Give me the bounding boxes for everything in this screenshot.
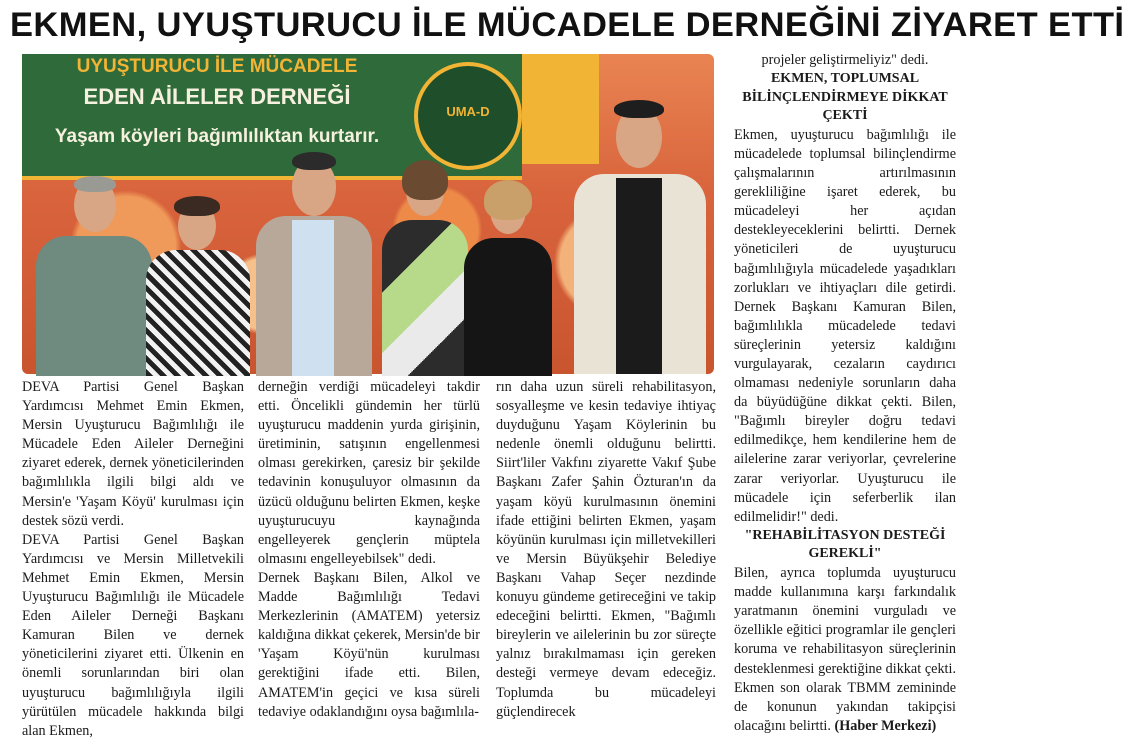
- logo-text: UMA-D: [446, 104, 490, 119]
- subheading: "REHABİLİTASYON DESTEĞİ GEREKLİ": [744, 527, 946, 562]
- paragraph: DEVA Partisi Genel Başkan Yardımcısı ve Mersin Milletvekili Mehmet Emin Ekmen, Mersin Uyuşturucu Bağımlılığı ile Mücadele Eden Aileler Derneği Başkanı Kamuran Bilen ve dernek yöneticilerini ziyaret etti. Ülkenin en önemli sorunlarından biri olan uyuşturucu bağımlılığıyla ilgili yürütülen mücadele hakkında bilgi alan Ekmen,: [22, 531, 244, 739]
- paragraph: projeler geliştirmeliyiz" dedi.: [761, 52, 929, 68]
- article-column-2: [258, 378, 480, 722]
- person-6: [570, 98, 710, 374]
- article-column-1: [22, 378, 244, 741]
- person-2: [142, 196, 252, 374]
- paragraph-text: Bilen, ayrıca toplumda uyuşturucu madde kullanımına karşı farkındalık yaratmanın önemini vurguladı ve özellikle eğitici programlar ile gençleri koruma ve rehabilitasyon süreçlerinin desteklenmesi gerektiğine dikkat çekti. Ekmen son olarak TBMM zemininde de konunun yakından takipçisi olacağını belirtti.: [734, 565, 956, 734]
- subheading: EKMEN, TOPLUMSAL BİLİNÇLENDİRMEYE DİKKAT ÇEKTİ: [742, 71, 948, 124]
- banner-line-2: EDEN AİLELER DERNEĞİ: [83, 84, 351, 109]
- headline: EKMEN, UYUŞTURUCU İLE MÜCADELE DERNEĞİNİ ZİYARET ETTİ: [10, 6, 1124, 44]
- person-4: [380, 160, 470, 374]
- person-3: [254, 150, 374, 374]
- paragraph: rın daha uzun süreli rehabilitasyon, sosyalleşme ve kesin tedaviye ihtiyaç duyduğunu Yaşam Köylerinin bu nedenle önemli olduğunu belirtti. Siirt'liler Vakfını ziyarette Vakıf Şube Başkanı Zafer Şahin Özturan'ın da yaşam köyü kurulmasının önemini ifade ettiğini belirten Ekmen, yaşam köyünün kurulması için milletvekilleri ve Mersin Büyükşehir Belediye Başkanı Vahap Seçer nezdinde konuyu gündeme getireceğini ve takip edeceğini belirtti. Ekmen, "Bağımlı bireylerin ve ailelerinin bu zor süreçte yalnız bırakılmaması için gereken desteği vermeye devam edeceğiz. Toplumda bu mücadeleyi güçlendirecek: [496, 379, 716, 720]
- article-column-3: [496, 378, 716, 722]
- paragraph: Ekmen, uyuşturucu bağımlılığı ile mücadelede toplumsal bilinçlendirme çalışmalarının artırılmasının gerekliliğine işaret ederek, bu mücadeleyi her açıdan destekleyeceklerini belirtti. Dernek yöneticileri de uyuşturucu bağımlılığıyla mücadelede yaşadıkları zorlukları ve ihtiyaçları dile getirdi. Dernek Başkanı Kamuran Bilen, bağımlılıkla mücadelede tedavi süreçlerinin yetersiz kaldığını vurgulayarak, cezaların caydırıcı olmaması nedeniyle sorunların daha da büyüdüğüne dikkat çekti. Bilen, "Bağımlı bireyler doğru tedavi edilmedikçe, hem kendilerine hem de ailelerine zarar veriyorlar, çevrelerine zarar veriyorlar. Uyuşturucu ile mücadele için seferberlik ilan edilmelidir!" dedi.: [734, 126, 956, 525]
- banner-line-3: Yaşam köyleri bağımlılıktan kurtarır.: [54, 126, 380, 147]
- source-credit: (Haber Merkezi): [834, 717, 937, 734]
- paragraph: [734, 564, 956, 736]
- association-logo: [414, 62, 522, 170]
- paragraph: Dernek Başkanı Bilen, Alkol ve Madde Bağımlılığı Tedavi Merkezlerinin (AMATEM) yetersiz kaldığına dikkat çekerek, Mersin'de bir 'Yaşam Köyü'nün kurulması gerektiğini ifade etti. Bilen, AMATEM'in geçici ve kısa süreli tedaviye odaklandığını oysa bağımlıla-: [258, 569, 480, 720]
- paragraph: derneğin verdiği mücadeleyi takdir etti. Öncelikli gündemin her türlü uyuşturucu maddenin yurda girişinin, üretiminin, satışının engellenmesi olması gerekirken, çaresiz bir şekilde tedavinin konuşuluyor olmasının da üzücü olduğunu belirten Ekmen, keşke uyuşturucuyu kaynağında engelleyerek gençlerin müptela olmasını engelleyebilsek" dedi.: [258, 379, 480, 567]
- news-photo: [22, 54, 714, 374]
- person-5: [462, 180, 554, 374]
- article-column-4: [734, 51, 956, 736]
- person-1: [34, 176, 154, 374]
- banner-line-1: UYUŞTURUCU İLE MÜCADELE: [76, 56, 358, 77]
- paragraph: DEVA Partisi Genel Başkan Yardımcısı Mehmet Emin Ekmen, Mersin Uyuşturucu Bağımlılığı ile Mücadele Eden Aileler Derneğini ziyaret ederek, dernek yöneticilerinden bağımlılıkla ilgili bilgi aldı ve Mersin'e 'Yaşam Köyü' kurulması için destek sözü verdi.: [22, 379, 244, 529]
